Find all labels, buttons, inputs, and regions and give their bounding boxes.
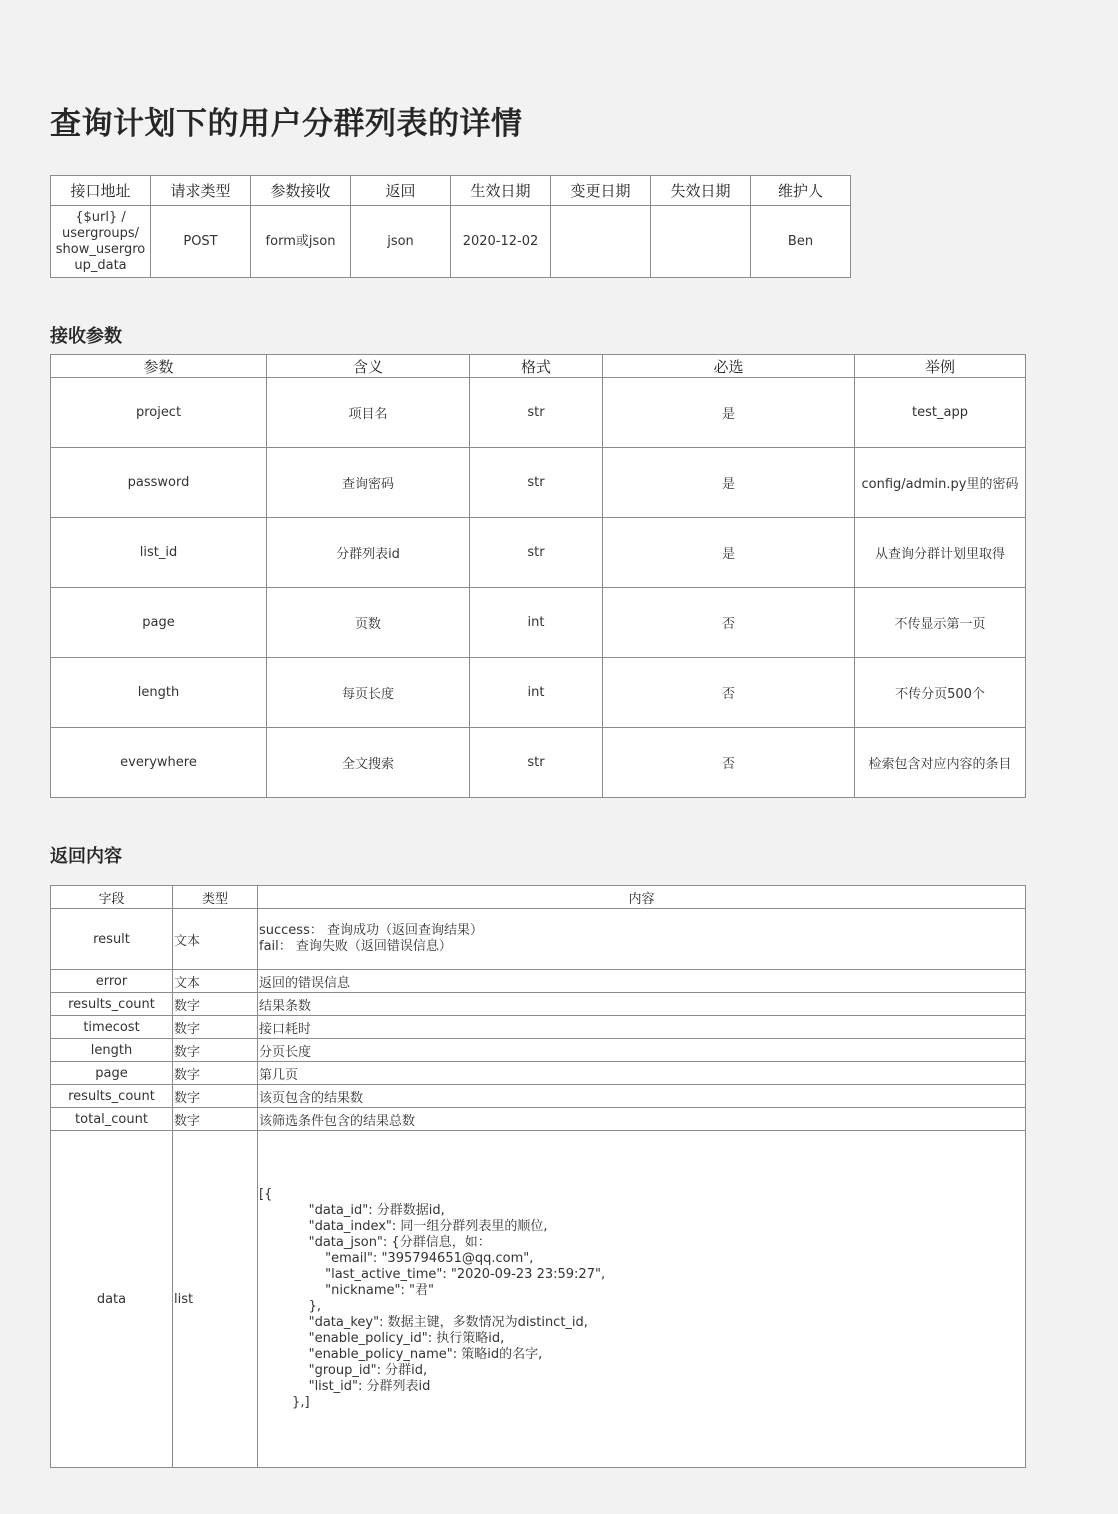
header-content: 内容 <box>258 886 1026 909</box>
params-table <box>50 354 1026 798</box>
param-format: int <box>470 588 603 658</box>
param-required: 是 <box>603 518 855 588</box>
table-row <box>51 970 1026 993</box>
field-content: 结果条数 <box>258 993 1026 1016</box>
header-type: 类型 <box>173 886 258 909</box>
param-meaning: 页数 <box>267 588 470 658</box>
param-example: 检索包含对应内容的条目 <box>855 728 1026 798</box>
param-example: 不传分页500个 <box>855 658 1026 728</box>
header-format: 格式 <box>470 355 603 378</box>
param-meaning: 全文搜索 <box>267 728 470 798</box>
header-meaning: 含义 <box>267 355 470 378</box>
header-request-type: 请求类型 <box>151 176 251 206</box>
header-example: 举例 <box>855 355 1026 378</box>
api-address-cell: {$url} / usergroups/ show_usergro up_data <box>51 206 151 278</box>
table-row <box>51 658 1026 728</box>
param-example: 从查询分群计划里取得 <box>855 518 1026 588</box>
field-content: 接口耗时 <box>258 1016 1026 1039</box>
effective-date-cell: 2020-12-02 <box>451 206 551 278</box>
api-info-table <box>50 175 851 278</box>
header-api-address: 接口地址 <box>51 176 151 206</box>
param-format: str <box>470 448 603 518</box>
param-required: 否 <box>603 658 855 728</box>
request-type-cell: POST <box>151 206 251 278</box>
field-content: 返回的错误信息 <box>258 970 1026 993</box>
header-maintainer: 维护人 <box>751 176 851 206</box>
param-meaning: 分群列表id <box>267 518 470 588</box>
table-row <box>51 518 1026 588</box>
data-structure-content: [{ "data_id": 分群数据id, "data_index": 同一组分群列表里的顺位, "data_json": {分群信息，如： "email": "395794651@qq.com", "last_active_time": "2020-09-23 23:59:27", "nickname": "君" }, "data_key": 数据主键，多数情况为distinct_id, "enable_policy_id": 执行策略id, "enable_policy_name": 策略id的名字, "group_id": 分群id, "list_id": 分群列表id },] <box>258 1131 1026 1468</box>
page-title: 查询计划下的用户分群列表的详情 <box>50 106 523 142</box>
param-meaning: 每页长度 <box>267 658 470 728</box>
field-name: results_count <box>51 1085 173 1108</box>
header-field: 字段 <box>51 886 173 909</box>
field-name: error <box>51 970 173 993</box>
header-param: 参数 <box>51 355 267 378</box>
field-content: success： 查询成功（返回查询结果） fail： 查询失败（返回错误信息） <box>258 909 1026 970</box>
field-name: timecost <box>51 1016 173 1039</box>
field-name: total_count <box>51 1108 173 1131</box>
param-required: 是 <box>603 378 855 448</box>
field-content: 分页长度 <box>258 1039 1026 1062</box>
field-name: page <box>51 1062 173 1085</box>
header-return: 返回 <box>351 176 451 206</box>
table-row <box>51 1039 1026 1062</box>
header-expiry-date: 失效日期 <box>651 176 751 206</box>
expiry-date-cell <box>651 206 751 278</box>
field-name: results_count <box>51 993 173 1016</box>
param-required: 否 <box>603 728 855 798</box>
param-meaning: 项目名 <box>267 378 470 448</box>
param-receive-cell: form或json <box>251 206 351 278</box>
table-row <box>51 1085 1026 1108</box>
header-change-date: 变更日期 <box>551 176 651 206</box>
field-type: 文本 <box>173 970 258 993</box>
field-type: 数字 <box>173 1108 258 1131</box>
table-row <box>51 993 1026 1016</box>
param-name: password <box>51 448 267 518</box>
field-type: list <box>173 1131 258 1468</box>
table-row <box>51 1108 1026 1131</box>
param-format: str <box>470 728 603 798</box>
field-type: 数字 <box>173 1016 258 1039</box>
params-heading: 接收参数 <box>50 326 122 347</box>
maintainer-cell: Ben <box>751 206 851 278</box>
field-name: data <box>51 1131 173 1468</box>
change-date-cell <box>551 206 651 278</box>
param-meaning: 查询密码 <box>267 448 470 518</box>
table-row <box>51 448 1026 518</box>
table-row <box>51 1016 1026 1039</box>
param-example: config/admin.py里的密码 <box>855 448 1026 518</box>
field-type: 数字 <box>173 993 258 1016</box>
table-row <box>51 909 1026 970</box>
table-row <box>51 588 1026 658</box>
header-required: 必选 <box>603 355 855 378</box>
param-example: 不传显示第一页 <box>855 588 1026 658</box>
header-param-receive: 参数接收 <box>251 176 351 206</box>
table-row <box>51 378 1026 448</box>
field-type: 数字 <box>173 1039 258 1062</box>
table-row <box>51 1062 1026 1085</box>
table-row <box>51 1131 1026 1468</box>
param-format: str <box>470 518 603 588</box>
returns-table <box>50 885 1026 1468</box>
returns-heading: 返回内容 <box>50 846 122 867</box>
field-type: 数字 <box>173 1062 258 1085</box>
field-content: 该页包含的结果数 <box>258 1085 1026 1108</box>
param-name: project <box>51 378 267 448</box>
param-format: str <box>470 378 603 448</box>
param-required: 是 <box>603 448 855 518</box>
field-content: 第几页 <box>258 1062 1026 1085</box>
param-name: length <box>51 658 267 728</box>
header-effective-date: 生效日期 <box>451 176 551 206</box>
table-header-row <box>51 176 851 206</box>
field-type: 数字 <box>173 1085 258 1108</box>
return-cell: json <box>351 206 451 278</box>
table-header-row <box>51 355 1026 378</box>
param-name: page <box>51 588 267 658</box>
field-name: length <box>51 1039 173 1062</box>
param-name: everywhere <box>51 728 267 798</box>
param-required: 否 <box>603 588 855 658</box>
table-header-row <box>51 886 1026 909</box>
field-content: 该筛选条件包含的结果总数 <box>258 1108 1026 1131</box>
param-format: int <box>470 658 603 728</box>
table-row <box>51 206 851 278</box>
field-type: 文本 <box>173 909 258 970</box>
field-name: result <box>51 909 173 970</box>
param-name: list_id <box>51 518 267 588</box>
param-example: test_app <box>855 378 1026 448</box>
table-row <box>51 728 1026 798</box>
